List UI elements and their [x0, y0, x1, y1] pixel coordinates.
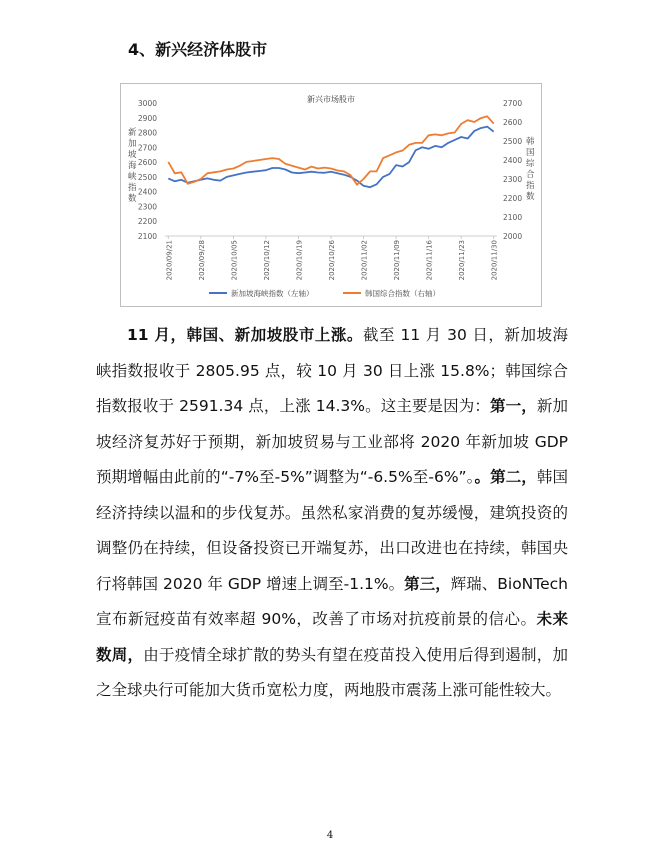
x-tick-label: 2020/11/23 — [458, 240, 467, 281]
chart-legend — [209, 288, 440, 298]
legend-label: 新加坡海峡指数（左轴） — [231, 289, 314, 298]
left-axis-title — [128, 127, 137, 204]
y-right-tick-label: 2300 — [503, 175, 523, 184]
right-axis-title-char: 综 — [526, 159, 535, 169]
x-tick-label: 2020/09/21 — [165, 240, 174, 281]
x-tick-label: 2020/11/09 — [393, 240, 402, 281]
point-three-label: 第三， — [404, 574, 451, 593]
left-axis-title-char: 坡 — [128, 150, 137, 160]
left-axis-title-char: 数 — [128, 194, 137, 204]
x-tick-label: 2020/10/26 — [328, 240, 336, 281]
point-two-text: 韩国经济持续以温和的步伐复苏。虽然私家消费的复苏缓慢，建筑投资的调整仍在持续，但设备投资已开端复苏，出口改进也在持续，韩国央行将韩国 2020 年 GDP 增速上调至-1.1%。 — [96, 468, 568, 593]
index-summary: 截至 11 月 30 日，新加坡海峡指数报收于 2805.95 点，较 10 月 30 日上涨 15.8%；韩国综合指数报收于 2591.34 点，上涨 14.3%。这主要是因为： — [96, 326, 569, 415]
y-left-tick-label: 2800 — [137, 128, 157, 138]
right-axis-title-char: 国 — [526, 148, 535, 158]
y-right-tick-label: 2000 — [503, 232, 523, 241]
page-number: 4 — [326, 830, 334, 841]
x-tick-label: 2020/10/19 — [295, 240, 304, 281]
x-tick-label: 2020/10/12 — [262, 240, 271, 281]
right-axis-ticks — [503, 99, 522, 241]
section-heading: 4、新兴经济体股市 — [128, 40, 268, 59]
right-axis-title-char: 数 — [526, 192, 535, 202]
point-two-label: 。第二， — [474, 468, 537, 486]
outlook-text: 由于疫情全球扩散的势头有望在疫苗投入使用后得到遏制，加之全球央行可能加大货币宽松力度，两地股市震荡上涨可能性较大。 — [96, 645, 568, 699]
y-right-tick-label: 2600 — [503, 118, 523, 127]
left-axis-title-char: 海 — [128, 161, 137, 171]
y-left-tick-label: 2300 — [137, 202, 157, 212]
point-one-text: 新加坡经济复苏好于预期，新加坡贸易与工业部将 2020 年新加坡 GDP 预期增幅由此前的“-7%至-5%”调整为“-6.5%至-6%”。 — [96, 397, 568, 486]
y-left-tick-label: 2100 — [137, 232, 157, 241]
y-left-tick-label: 3000 — [137, 99, 157, 108]
y-right-tick-label: 2700 — [503, 99, 523, 108]
y-left-tick-label: 2200 — [137, 217, 157, 227]
right-axis-title — [526, 136, 535, 202]
right-axis-title-char: 韩 — [526, 137, 535, 147]
outlook-label: 未来数周， — [96, 610, 568, 664]
legend-label: 韩国综合指数（右轴） — [365, 289, 440, 298]
point-three-text: 辉瑞、BioNTech 宣布新冠疫苗有效率超 90%，改善了市场对抗疫前景的信心。 — [96, 574, 568, 628]
point-one-label: 第一， — [490, 397, 537, 415]
paragraph-text — [96, 318, 568, 709]
series-line-korea — [168, 116, 493, 184]
x-tick-label: 2020/11/02 — [360, 239, 369, 281]
y-right-tick-label: 2400 — [503, 156, 523, 165]
y-right-tick-label: 2500 — [503, 137, 523, 146]
left-axis-title-char: 加 — [128, 139, 137, 149]
y-left-tick-label: 2400 — [137, 187, 157, 197]
lead-sentence: 11 月，韩国、新加坡股市上涨。 — [127, 326, 363, 344]
chart-svg — [121, 84, 541, 306]
left-axis-title-char: 峡 — [128, 172, 137, 182]
series-lines — [168, 116, 493, 187]
emerging-market-chart — [120, 83, 542, 307]
y-left-tick-label: 2900 — [137, 113, 157, 123]
y-right-tick-label: 2200 — [503, 194, 523, 203]
x-tick-label: 2020/11/30 — [490, 240, 499, 281]
y-right-tick-label: 2100 — [503, 213, 523, 222]
analysis-paragraph — [96, 318, 568, 709]
x-tick-label: 2020/11/16 — [425, 240, 434, 281]
x-axis-ticks — [165, 236, 498, 280]
y-left-tick-label: 2600 — [137, 158, 157, 168]
left-axis-ticks — [138, 99, 157, 241]
series-line-singapore — [168, 127, 493, 188]
left-axis-title-char: 新 — [128, 128, 137, 138]
x-tick-label: 2020/09/28 — [197, 240, 206, 281]
y-left-tick-label: 2700 — [137, 143, 157, 153]
right-axis-title-char: 指 — [526, 181, 535, 191]
right-axis-title-char: 合 — [526, 170, 535, 180]
chart-title: 新兴市场股市 — [307, 95, 355, 104]
y-left-tick-label: 2500 — [137, 172, 157, 182]
x-tick-label: 2020/10/05 — [230, 240, 239, 281]
left-axis-title-char: 指 — [128, 183, 137, 193]
